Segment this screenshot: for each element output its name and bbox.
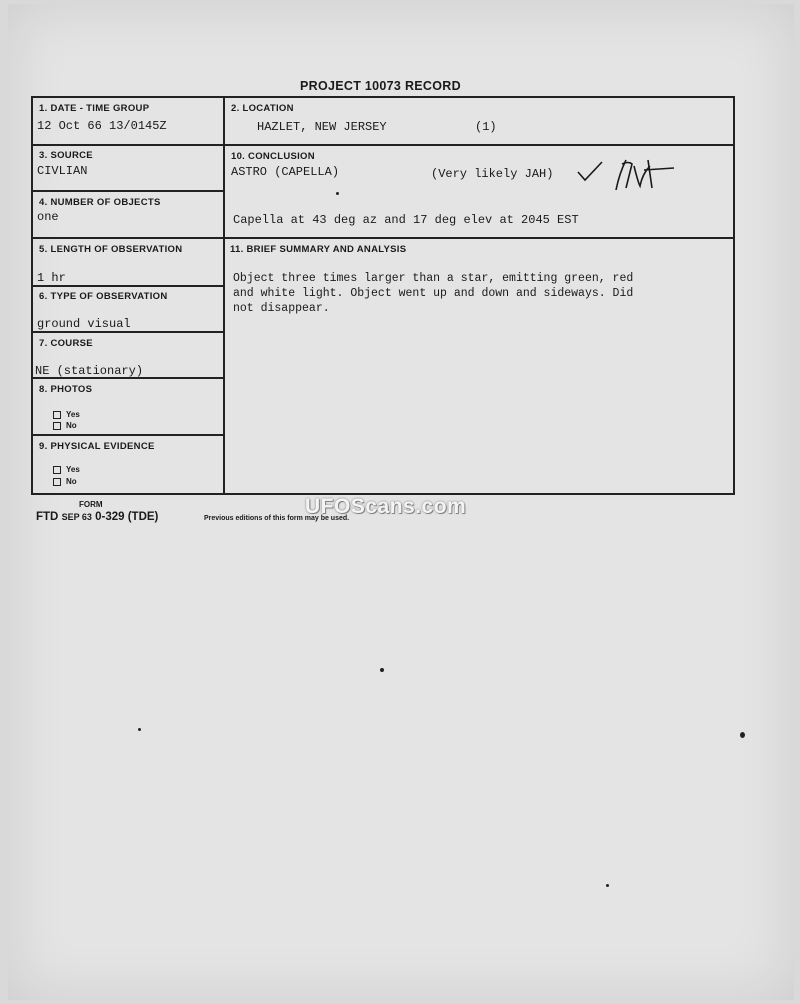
num-objects-label: 4. NUMBER OF OBJECTS [39,197,161,208]
evidence-yes-label: Yes [66,465,80,474]
length-label: 5. LENGTH OF OBSERVATION [39,244,183,255]
location-label: 2. LOCATION [231,103,294,114]
conclusion-value: ASTRO (CAPELLA) [231,165,340,179]
summary-text: Object three times larger than a star, emitting green, red and white light. Object went up and down and sideways. Did not disappear. [233,272,634,315]
scan-speck [138,728,141,731]
photos-no-checkbox [53,422,61,430]
observation-type-value: ground visual [37,317,131,331]
date-time-value: 12 Oct 66 13/0145Z [37,119,167,133]
photos-no-option [53,421,77,430]
source-value: CIVLIAN [37,164,88,178]
photos-label: 8. PHOTOS [39,384,93,395]
scan-speck [740,732,745,738]
handwritten-initials-icon [612,156,678,194]
physical-evidence-label: 9. PHYSICAL EVIDENCE [39,441,155,452]
observation-type-label: 6. TYPE OF OBSERVATION [39,291,168,302]
course-value: NE (stationary) [35,364,144,378]
scan-speck [380,668,384,672]
conclusion-label: 10. CONCLUSION [231,151,315,162]
summary-label: 11. BRIEF SUMMARY AND ANALYSIS [230,244,407,255]
length-value: 1 hr [37,271,66,285]
date-time-label: 1. DATE - TIME GROUP [39,103,150,114]
photos-yes-option [53,410,80,419]
evidence-yes-checkbox [53,466,61,474]
scan-speck [336,192,339,195]
scan-speck [606,884,609,887]
evidence-no-option [53,477,77,486]
footer-form-label: FORM [79,500,103,509]
footer-form-code [36,511,158,523]
photos-yes-label: Yes [66,410,80,419]
conclusion-note: (Very likely JAH) [431,167,554,181]
evidence-no-label: No [66,477,77,486]
location-value: HAZLET, NEW JERSEY [257,120,387,134]
evidence-no-checkbox [53,478,61,486]
conclusion-detail: Capella at 43 deg az and 17 deg elev at 2045 EST [233,213,579,227]
evidence-yes-option [53,465,80,474]
footer-prefix: FTD [36,511,59,523]
watermark: UFOScans.com [305,495,467,518]
source-label: 3. SOURCE [39,150,93,161]
num-objects-value: one [37,210,59,224]
location-note: (1) [475,120,497,134]
footer-previous-editions: Previous editions of this form may be used. [204,515,350,522]
photos-yes-checkbox [53,411,61,419]
footer-code: 0-329 (TDE) [95,511,159,523]
course-label: 7. COURSE [39,338,93,349]
page-title: PROJECT 10073 RECORD [300,79,461,93]
check-mark-icon [576,160,606,184]
footer-date: SEP 63 [61,512,92,522]
photos-no-label: No [66,421,77,430]
